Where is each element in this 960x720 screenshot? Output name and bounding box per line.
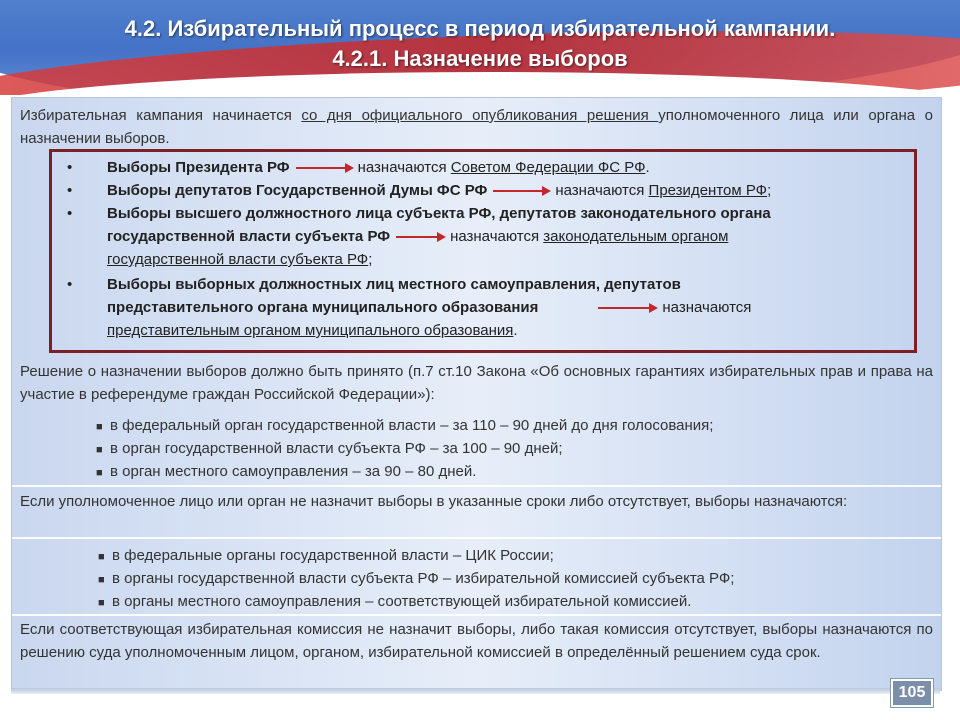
square-bullet-icon: ■: [96, 421, 103, 433]
square-bullet-icon: ■: [96, 467, 103, 479]
intro-paragraph: [20, 104, 933, 150]
bullet-icon: •: [67, 182, 73, 199]
arrow-right-icon: [493, 190, 549, 192]
box-item-title: Выборы выборных должностных лиц местного самоуправления, депутатов: [107, 276, 681, 293]
panel-shadow: [11, 688, 940, 694]
box-item-title: Выборы депутатов Государственной Думы ФС РФ: [107, 182, 488, 199]
page-title: [0, 14, 960, 74]
box-item-pre: назначаются: [662, 299, 752, 316]
decision-paragraph: Решение о назначении выборов должно быть принято (п.7 ст.10 Закона «Об основных гарантиях избирательных прав и права на участие в референдуме граждан Российской Федерации»):: [20, 363, 933, 403]
page-number: 105: [891, 679, 933, 707]
deadline-item: [96, 437, 563, 462]
box-item-title-cont: представительного органа муниципального образования: [107, 299, 539, 316]
box-item-authority: представительным органом муниципального образования: [107, 322, 514, 339]
divider: [12, 485, 941, 487]
box-item-pre: назначаются: [450, 228, 544, 245]
court-paragraph: Если соответствующая избирательная комиссия не назначит выборы, либо такая комиссия отсутствует, выборы назначаются по решению суда уполномоченным лицом, органом, избирательной комиссией в определённый решением суда срок.: [20, 621, 933, 661]
square-bullet-icon: ■: [98, 574, 105, 586]
box-item: [67, 202, 887, 272]
box-item-pre: назначаются: [555, 182, 649, 199]
square-bullet-icon: ■: [96, 444, 103, 456]
deadline-text: в орган местного самоуправления – за 90 – 80 дней.: [110, 463, 477, 480]
fallback-item: [98, 590, 691, 615]
arrow-right-icon: [296, 167, 352, 169]
square-bullet-icon: ■: [98, 551, 105, 563]
deadline-item: [96, 460, 476, 485]
deadline-item: [96, 414, 713, 439]
deadline-text: в орган государственной власти субъекта РФ – за 100 – 90 дней;: [110, 440, 563, 457]
box-item-post: ;: [767, 182, 772, 199]
bullet-icon: •: [67, 276, 73, 293]
arrow-right-icon: [396, 236, 444, 238]
divider: [12, 614, 941, 616]
bullet-icon: •: [67, 205, 73, 222]
fallback-item-text: в органы местного самоуправления – соответствующей избирательной комиссией.: [112, 593, 692, 610]
fallback-item-text: в органы государственной власти субъекта РФ – избирательной комиссией субъекта РФ;: [112, 570, 735, 587]
deadline-text: в федеральный орган государственной власти – за 110 – 90 дней до дня голосования;: [110, 417, 714, 434]
box-item-post: ;: [368, 251, 373, 268]
fallback-item: [98, 544, 554, 569]
box-item-pre: назначаются: [357, 159, 451, 176]
box-item-title: Выборы высшего должностного лица субъекта РФ, депутатов законодательного органа: [107, 205, 771, 222]
content-panel: [11, 97, 942, 691]
box-item-authority: Президентом РФ: [648, 182, 768, 199]
header-banner: [0, 0, 960, 95]
title-line-2: 4.2.1. Назначение выборов: [332, 46, 628, 71]
intro-underlined: со дня официального опубликования решения: [301, 107, 659, 124]
divider: [12, 537, 941, 539]
box-item-authority: законодательным органом: [543, 228, 729, 245]
box-item-post: .: [645, 159, 650, 176]
fallback-item: [98, 567, 734, 592]
title-line-1: 4.2. Избирательный процесс в период избирательной кампании.: [124, 16, 836, 41]
bullet-icon: •: [67, 159, 73, 176]
arrow-right-icon: [598, 307, 656, 309]
box-item-title-cont: государственной власти субъекта РФ: [107, 228, 391, 245]
box-item-authority: Советом Федерации ФС РФ: [450, 159, 646, 176]
appointment-box: [49, 149, 917, 353]
box-item-authority-cont: государственной власти субъекта РФ: [107, 251, 369, 268]
fallback-paragraph: Если уполномоченное лицо или орган не назначит выборы в указанные сроки либо отсутствует, выборы назначаются:: [20, 493, 848, 510]
intro-text-2: уполномоченного лица или органа о назначении выборов.: [20, 107, 933, 147]
box-item-post: .: [513, 322, 518, 339]
box-item: [67, 273, 887, 343]
square-bullet-icon: ■: [98, 597, 105, 609]
intro-text-1: Избирательная кампания начинается: [20, 107, 302, 124]
box-item-title: Выборы Президента РФ: [107, 159, 290, 176]
fallback-item-text: в федеральные органы государственной власти – ЦИК России;: [112, 547, 554, 564]
